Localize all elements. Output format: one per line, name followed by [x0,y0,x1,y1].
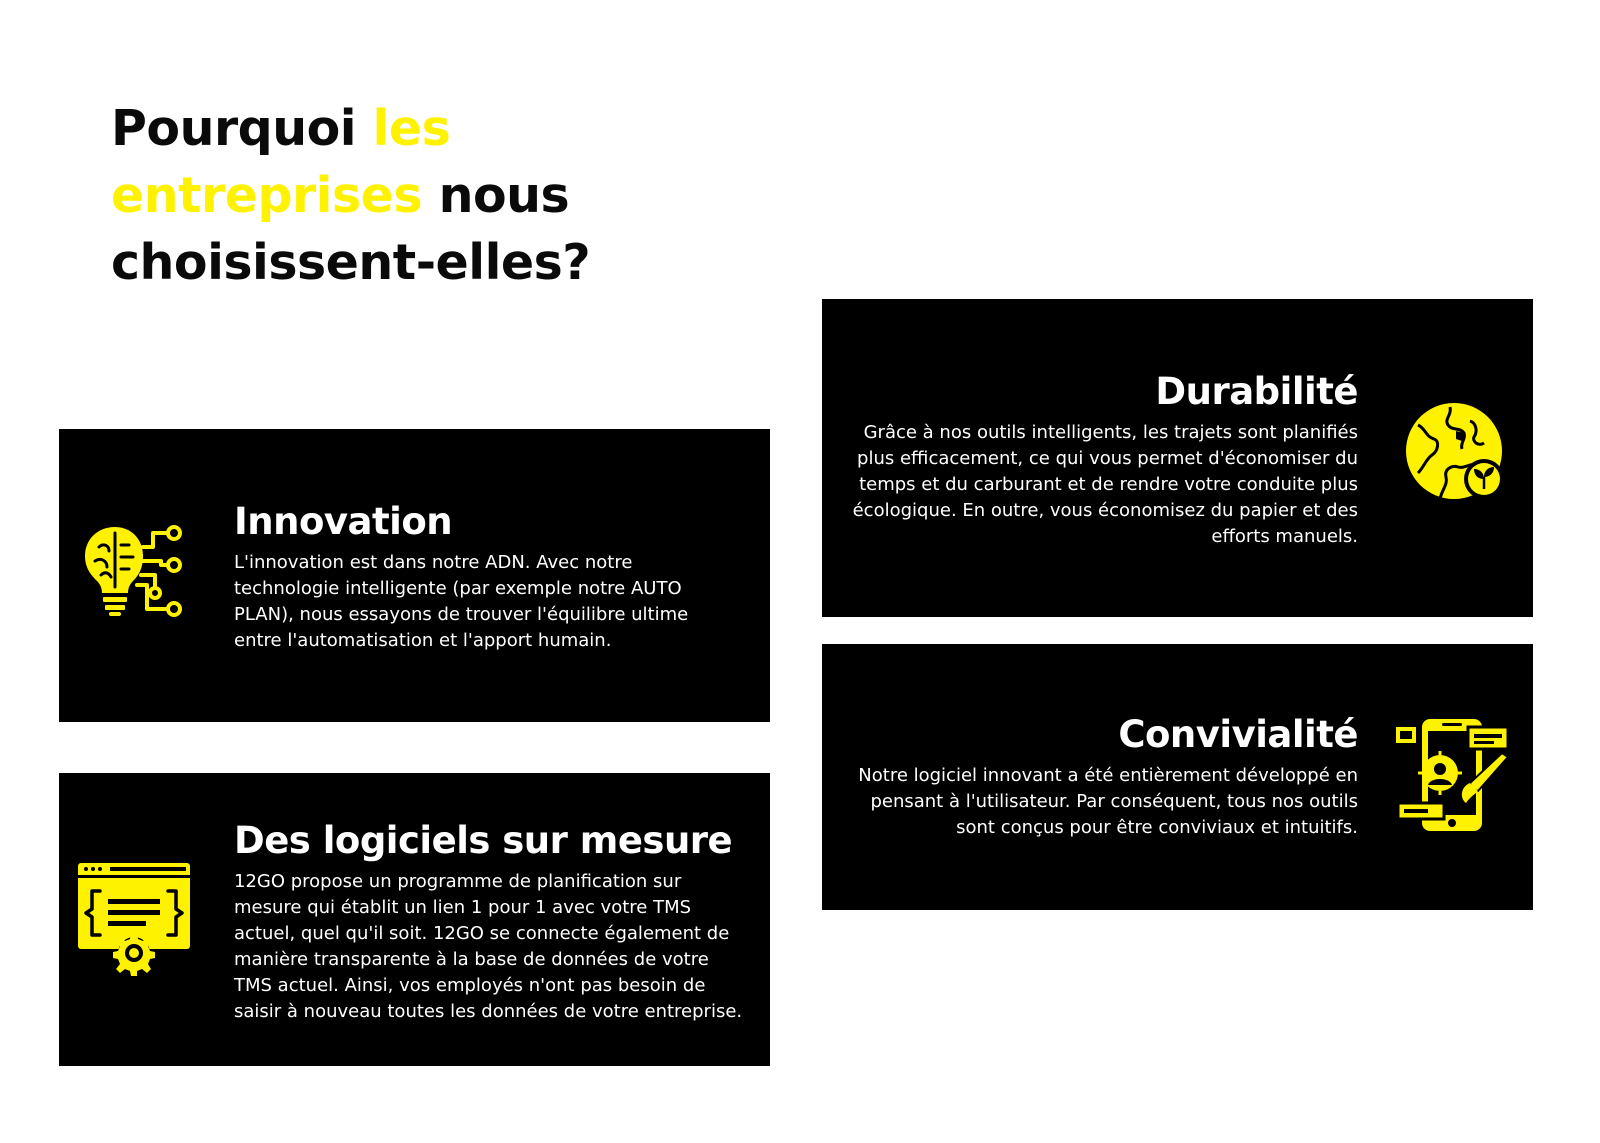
page-title [111,95,671,296]
lightbulb-circuit-icon [81,523,185,619]
card-title-logiciels: Des logiciels sur mesure [234,819,733,862]
card-text-innovation: L'innovation est dans notre ADN. Avec notre technologie intelligente (par exemple notre AUTO PLAN), nous essayons de trouver l'équilibre ultime entre l'automatisation et l'apport humain. [234,552,689,651]
globe-leaf-icon [1404,403,1508,503]
card-title-convivialite: Convivialité [1118,713,1358,756]
card-logiciels-sur-mesure [59,773,770,1066]
code-window-gear-icon [76,861,192,977]
title-part-3: nous choisissent-elles? [111,167,591,291]
title-part-1: Pourquoi [111,100,373,157]
card-innovation [59,429,770,722]
card-text-durabilite: Grâce à nos outils intelligents, les trajets sont planifiés plus efficacement, ce qui vous permet d'économiser du temps et du carburant et de rendre votre conduite plus écologique. En outre, vous économisez du papier et des efforts manuels. [852,422,1358,547]
title-highlight: les entreprises [111,100,451,224]
card-text-logiciels: 12GO propose un programme de planification sur mesure qui établit un lien 1 pour 1 avec votre TMS actuel, quel qu'il soit. 12GO se connecte également de manière transparente à la base de données de votre TMS actuel. Ainsi, vos employés n'ont pas besoin de saisir à nouveau toutes les données de votre entreprise. [234,871,743,1022]
user-design-phone-icon [1396,717,1512,833]
card-title-innovation: Innovation [234,500,453,543]
card-text-convivialite: Notre logiciel innovant a été entièrement développé en pensant à l'utilisateur. Par conséquent, tous nos outils sont conçus pour être conviviaux et intuitifs. [858,765,1358,838]
card-convivialite [822,644,1533,910]
card-durabilite [822,299,1533,617]
card-title-durabilite: Durabilité [1155,370,1358,413]
